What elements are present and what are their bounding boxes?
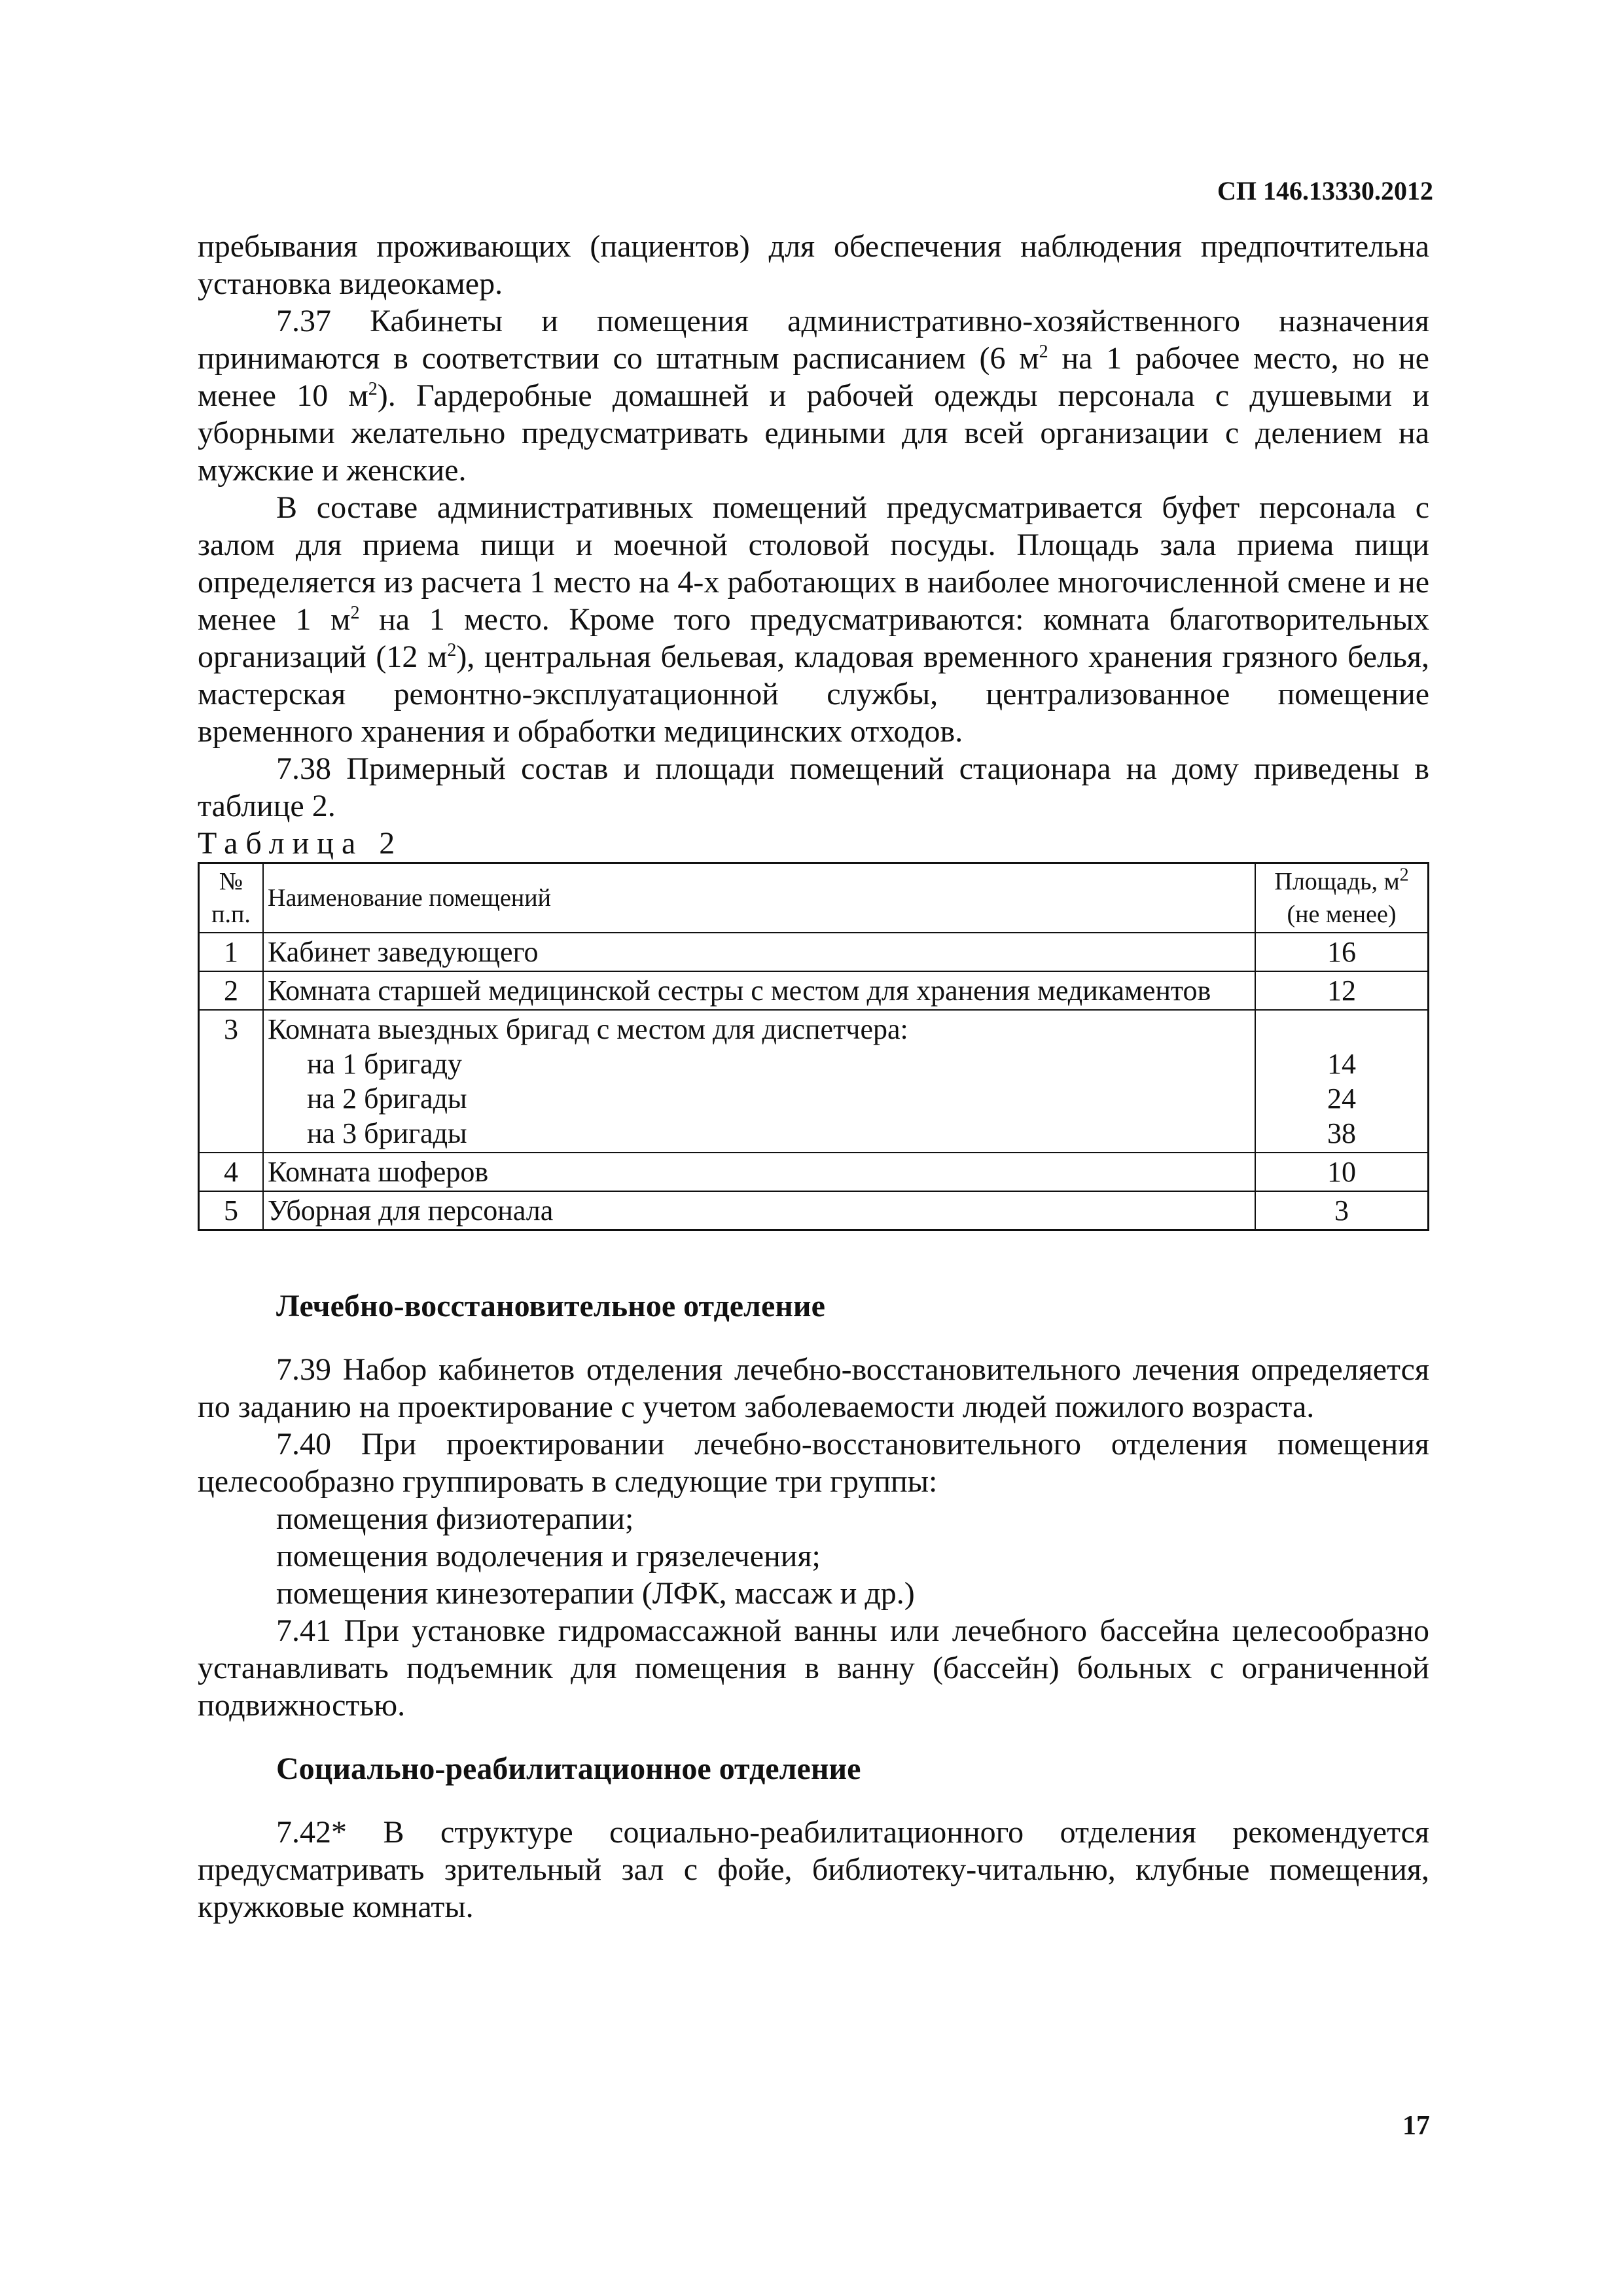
superscript: 2 — [350, 603, 360, 623]
rooms-table — [198, 862, 1429, 1231]
page-number: 17 — [1402, 2111, 1430, 2141]
list-item: помещения кинезотерапии (ЛФК, массаж и др.) — [276, 1576, 915, 1611]
row-name: Кабинет заведующего — [263, 933, 1255, 971]
row-number: 2 — [199, 971, 264, 1010]
paragraph-7-40: 7.40 При проектировании лечебно-восстановительного отделения помещения целесообразно группировать в следующие три группы: — [198, 1427, 1429, 1499]
text-segment: ), центральная бельевая, кладовая временного хранения грязного белья, мастерская ремонтно-эксплуатационной службы, централизованное помещение временного хранения и обработки медицинских отходов. — [198, 639, 1430, 749]
subrow-name: на 3 бригады — [307, 1117, 467, 1149]
text-segment: на 1 место. Кроме того предусматриваются: комната благотворительных организаций (12 м — [198, 602, 1429, 674]
header-room-name: Наименование помещений — [263, 863, 1255, 933]
table-row — [199, 971, 1429, 1010]
paragraph-7-42: 7.42* В структуре социально-реабилитационного отделения рекомендуется предусматривать зрительный зал с фойе, библиотеку-читальню, клубные помещения, кружковые комнаты. — [198, 1815, 1429, 1924]
text-segment: В составе административных помещений предусматривается буфет персонала с залом для приема пищи и моечной столовой посуды. Площадь зала приема пищи определяется из расчета 1 место на 4-х работающих в наиболее многочисленной смене и не менее 1 м — [198, 490, 1429, 637]
row-name: Комната старшей медицинской сестры с местом для хранения медикаментов — [263, 971, 1255, 1010]
header-area: Площадь, $м^2$ (не менее) — [1255, 863, 1429, 933]
row-number: 3 — [199, 1010, 264, 1153]
list-item: помещения физиотерапии; — [276, 1501, 634, 1536]
table-row — [199, 1153, 1429, 1191]
subrow-area: 38 — [1327, 1117, 1356, 1149]
superscript: 2 — [447, 640, 457, 660]
list-item: помещения водолечения и грязелечения; — [276, 1539, 821, 1573]
row-number: 5 — [199, 1191, 264, 1230]
section-heading: Социально-реабилитационное отделение — [276, 1751, 861, 1786]
row-name: Комната шоферов — [263, 1153, 1255, 1191]
paragraph-7-38: 7.38 Примерный состав и площади помещений стационара на дому приведены в таблице 2. — [198, 751, 1429, 823]
row-number: 1 — [199, 933, 264, 971]
table-row — [199, 933, 1429, 971]
header-number: № п.п. — [199, 863, 264, 933]
row-area: 10 — [1255, 1153, 1429, 1191]
table-row — [199, 1010, 1429, 1153]
paragraph-7-41: 7.41 При установке гидромассажной ванны или лечебного бассейна целесообразно устанавливать подъемник для помещения в ванну (бассейн) больных с ограниченной подвижностью. — [198, 1613, 1429, 1723]
text-segment: на 1 рабочее место, но не менее 10 м — [198, 341, 1429, 413]
paragraph-continuation: пребывания проживающих (пациентов) для обеспечения наблюдения предпочтительна установка видеокамер. — [198, 229, 1429, 301]
table-caption: Таблица 2 — [198, 826, 403, 861]
row-area: 12 — [1255, 971, 1429, 1010]
section-heading: Лечебно-восстановительное отделение — [276, 1289, 825, 1323]
superscript: 2 — [368, 379, 378, 399]
subrow-name: на 2 бригады — [307, 1083, 467, 1115]
subrow-area: 24 — [1327, 1083, 1356, 1115]
paragraph-7-39: 7.39 Набор кабинетов отделения лечебно-восстановительного лечения определяется по заданию на проектирование с учетом заболеваемости людей пожилого возраста. — [198, 1352, 1429, 1424]
table-header-row — [199, 863, 1429, 933]
paragraph-7-37 — [198, 302, 1429, 489]
paragraph-admin-rooms — [198, 489, 1429, 750]
row-name-main: Комната выездных бригад с местом для диспетчера: — [268, 1013, 908, 1045]
row-area: 3 — [1255, 1191, 1429, 1230]
text-segment: 7.37 Кабинеты и помещения административно-хозяйственного назначения принимаются в соответствии со штатным расписанием (6 м — [198, 304, 1429, 376]
text-segment: ). Гардеробные домашней и рабочей одежды персонала с душевыми и уборными желательно предусматривать едиными для всей организации с делением на мужские и женские. — [198, 378, 1429, 488]
document-body — [198, 228, 1429, 1926]
row-name: Уборная для персонала — [263, 1191, 1255, 1230]
row-number: 4 — [199, 1153, 264, 1191]
document-code: СП 146.13330.2012 — [1217, 176, 1433, 206]
table-row — [199, 1191, 1429, 1230]
row-area: 16 — [1255, 933, 1429, 971]
row-name — [263, 1010, 1255, 1153]
row-area — [1255, 1010, 1429, 1153]
subrow-name: на 1 бригаду — [307, 1048, 462, 1080]
subrow-area: 14 — [1327, 1048, 1356, 1080]
superscript: 2 — [1039, 342, 1048, 362]
